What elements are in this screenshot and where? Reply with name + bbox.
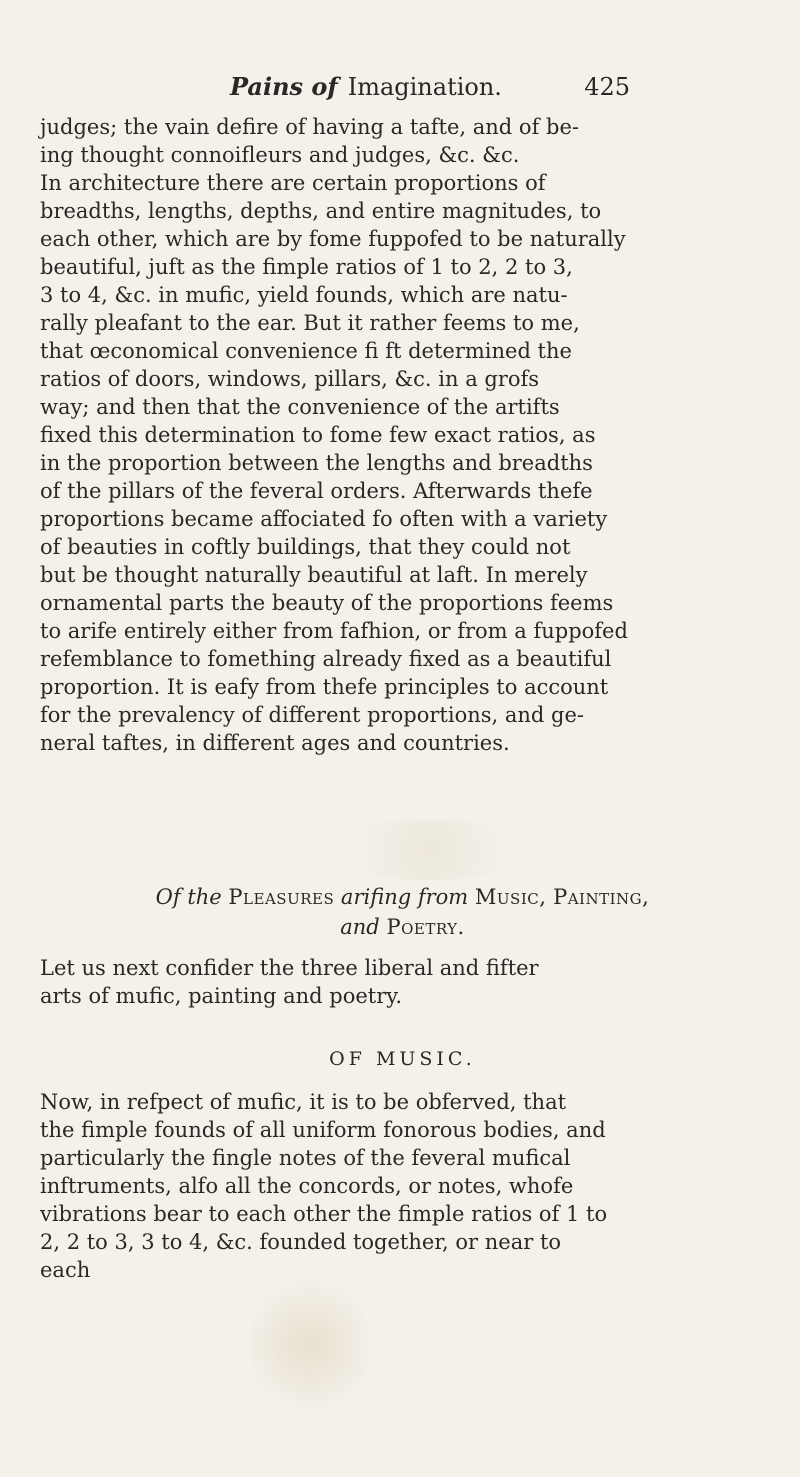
running-title <box>230 72 502 101</box>
subheading-of-music: OF MUSIC. <box>329 1048 476 1070</box>
section-title-line-2 <box>40 912 765 942</box>
paragraph-architecture: In architecture there are certain proportions of breadths, lengths, depths, and entire magnitudes, to each other, which are by fome fuppofed to be naturally beautiful, juft as the fimple ratios of 1 to 2, 2 to 3, 3 to 4, &c. in mufic, yield founds, which are natu- rally pleafant to the ear. But it rather feems to me, that œconomical convenience fi ft determined the ratios of doors, windows, pillars, &c. in a grofs way; and then that the convenience of the artifts fixed this determination to fome few exact ratios, as in the proportion between the lengths and breadths of the pillars of the feveral orders. Afterwards thefe proportions became affociated fo often with a variety of beauties in coftly buildings, that they could not but be thought naturally beautiful at laft. In merely ornamental parts the beauty of the proportions feems to arife entirely either from fafhion, or from a fuppofed refemblance to fomething already fixed as a beautiful proportion. It is eafy from thefe principles to account for the prevalency of different proportions, and ge- neral taftes, in different ages and countries. <box>40 171 628 755</box>
page-stain <box>250 1270 370 1420</box>
paragraph-judges: judges; the vain defire of having a tafte, and of be- ing thought connoifleurs and judges, &c. &c. <box>40 115 579 167</box>
section-title-painting: Painting, <box>553 885 650 909</box>
section-title-music: Music, <box>474 885 547 909</box>
running-header <box>230 72 630 101</box>
section-title-of-the: Of the <box>155 885 222 909</box>
section-title-line-1 <box>40 882 765 912</box>
section-title-arising-from: arifing from <box>340 885 469 909</box>
running-title-text: Imagination. <box>347 73 502 101</box>
section-title-and: and <box>340 915 380 939</box>
page-stain <box>320 820 540 880</box>
running-title-italic: Pains of <box>230 72 338 101</box>
section-title-poetry: Poetry. <box>386 915 465 939</box>
page-number: 425 <box>584 73 630 101</box>
section-title-pleasures: Pleasures <box>228 885 335 909</box>
paragraph-music: Now, in refpect of mufic, it is to be obferved, that the fimple founds of all uniform fonorous bodies, and particularly the fingle notes of the feveral mufical inftruments, alfo all the concords, or notes, whofe vibrations bear to each other the fimple ratios of 1 to 2, 2 to 3, 3 to 4, &c. founded together, or near to each <box>40 1090 608 1282</box>
paragraph-liberal-arts: Let us next confider the three liberal and fifter arts of mufic, painting and poetry. <box>40 956 539 1008</box>
